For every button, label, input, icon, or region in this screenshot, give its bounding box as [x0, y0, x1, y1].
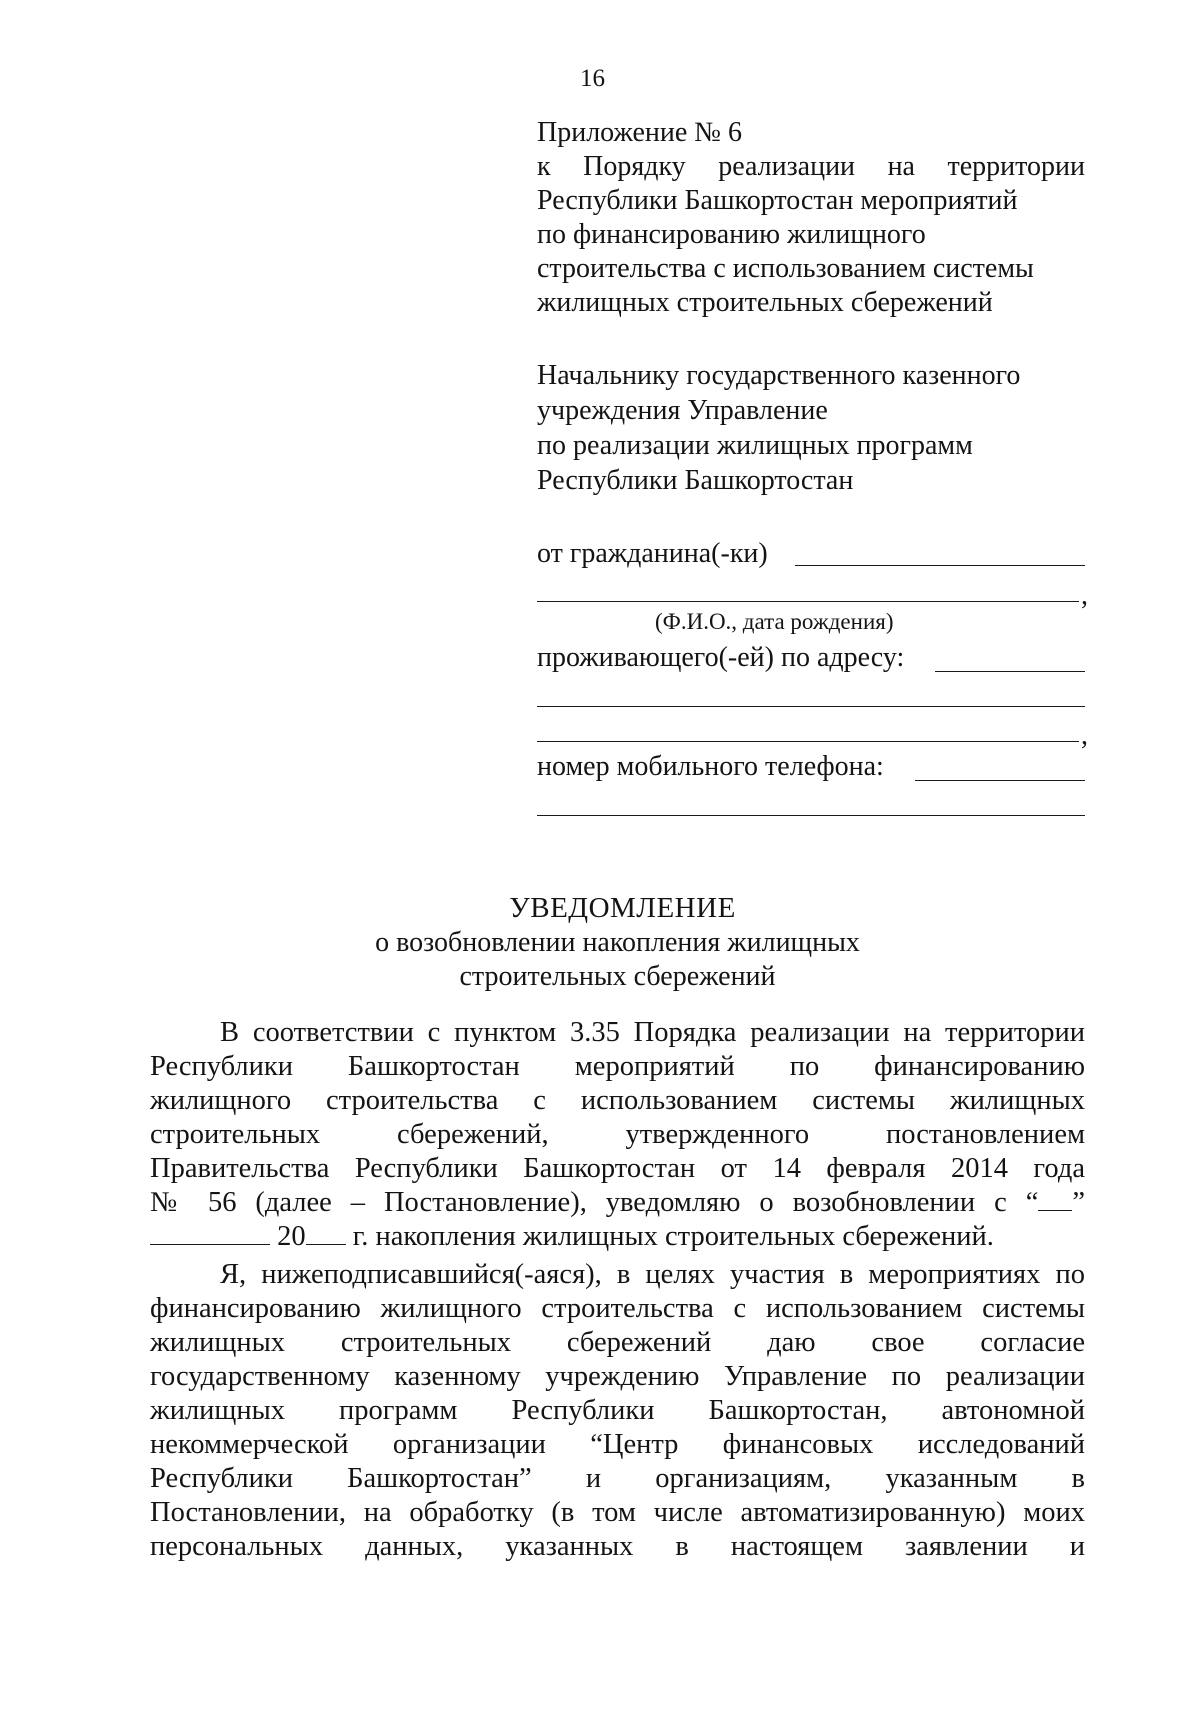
appendix-line: Республики Башкортостан мероприятий [537, 185, 1018, 216]
paragraph-line: некоммерческой организации “Центр финансовых исследований [150, 1429, 1085, 1460]
paragraph-line: строительных сбережений, утвержденного постановлением [150, 1119, 1085, 1150]
year-field[interactable] [306, 1222, 346, 1245]
page-number: 16 [580, 65, 605, 92]
name-caption: (Ф.И.О., дата рождения) [655, 609, 894, 634]
address-field[interactable] [935, 671, 1085, 672]
paragraph-line-text: г. накопления жилищных строительных сбережений. [345, 1221, 994, 1252]
appendix-title: Приложение № 6 [537, 117, 742, 148]
notice-title: УВЕДОМЛЕНИЕ [509, 892, 736, 924]
address-field-line2[interactable] [537, 706, 1085, 707]
paragraph-line-text: № 56 (далее – Постановление), уведомляю о возобновлении с “ [150, 1187, 1039, 1218]
address-label: проживающего(-ей) по адресу: [537, 642, 905, 673]
address-field-line3[interactable] [537, 741, 1079, 742]
notice-subtitle: о возобновлении накопления жилищных [375, 927, 860, 958]
paragraph-line: В соответствии с пунктом 3.35 Порядка реализации на территории [220, 1017, 1085, 1048]
day-field[interactable] [1038, 1188, 1072, 1211]
appendix-line: жилищных строительных сбережений [537, 287, 993, 318]
citizen-name-field[interactable] [795, 565, 1085, 566]
addressee-block [537, 358, 1085, 498]
year-prefix: 20 [277, 1221, 306, 1252]
paragraph-line: жилищных строительных сбережений даю свое согласие [150, 1327, 1085, 1358]
phone-field[interactable] [915, 780, 1085, 781]
month-field[interactable] [150, 1222, 270, 1245]
appendix-header [537, 116, 1085, 320]
quote-close: ” [1072, 1187, 1085, 1218]
paragraph-line [150, 1220, 1085, 1254]
addressee-line: Республики Башкортостан [537, 465, 854, 496]
notice-body [150, 1016, 1085, 1564]
paragraph-line [150, 1186, 1085, 1220]
addressee-line: по реализации жилищных программ [537, 430, 973, 461]
comma: , [1081, 580, 1088, 611]
paragraph-line: Постановлении, на обработку (в том числе автоматизированную) моих [150, 1497, 1085, 1528]
paragraph-line: жилищного строительства с использованием системы жилищных [150, 1085, 1085, 1116]
comma: , [1081, 720, 1088, 751]
appendix-line: строительства с использованием системы [537, 253, 1034, 284]
paragraph-line: жилищных программ Республики Башкортостан, автономной [150, 1395, 1085, 1426]
phone-label: номер мобильного телефона: [537, 751, 884, 782]
citizen-label: от гражданина(-ки) [537, 538, 768, 569]
paragraph-line: финансированию жилищного строительства с использованием системы [150, 1293, 1085, 1324]
paragraph-line: Республики Башкортостан” и организациям, указанным в [150, 1463, 1085, 1494]
citizen-name-field-line2[interactable] [537, 601, 1079, 602]
paragraph-line: персональных данных, указанных в настоящем заявлении и [150, 1531, 1085, 1562]
addressee-line: учреждения Управление [537, 395, 828, 426]
paragraph-line: Правительства Республики Башкортостан от 14 февраля 2014 года [150, 1153, 1085, 1184]
paragraph-line: Республики Башкортостан мероприятий по финансированию [150, 1051, 1085, 1082]
phone-field-line2[interactable] [537, 815, 1085, 816]
paragraph-line: Я, нижеподписавшийся(-аяся), в целях участия в мероприятиях по [220, 1259, 1085, 1290]
notice-subtitle: строительных сбережений [459, 961, 776, 992]
addressee-line: Начальнику государственного казенного [537, 360, 1021, 391]
paragraph-line: государственному казенному учреждению Управление по реализации [150, 1361, 1085, 1392]
notice-title-block [150, 890, 1085, 994]
appendix-line: к Порядку реализации на территории [537, 151, 1085, 182]
appendix-line: по финансированию жилищного [537, 219, 926, 250]
